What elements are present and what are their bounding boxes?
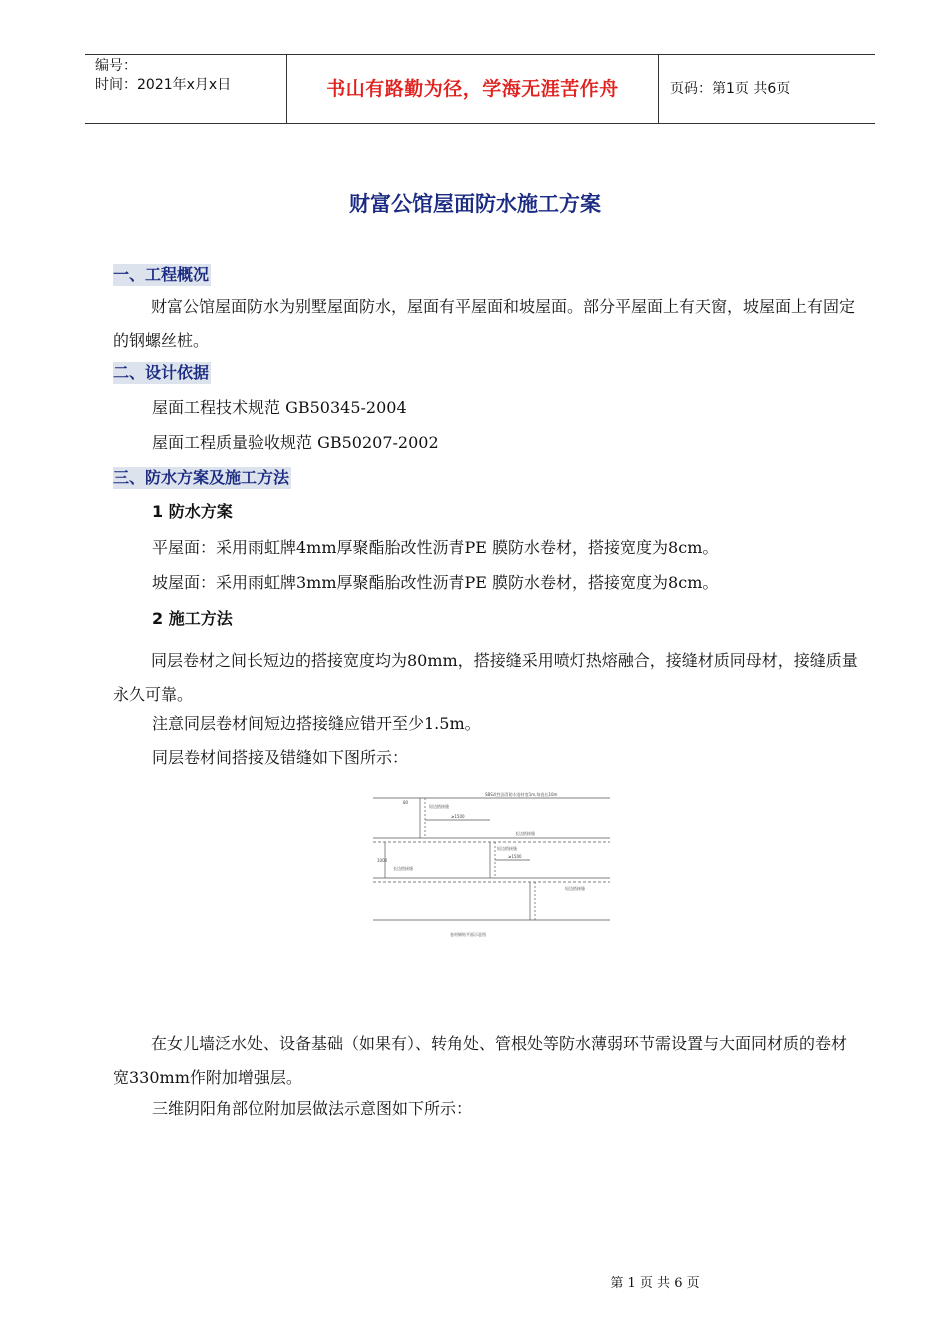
diagram-label: SBS改性沥青防水卷材宽1m,每卷长10m xyxy=(485,792,558,797)
lap-joint-diagram xyxy=(365,790,615,940)
paragraph-text: 同层卷材间搭接及错缝如下图所示： xyxy=(152,748,409,767)
diagram-label: 长边搭接缝 xyxy=(393,866,413,871)
header-page-info: 页码：第1页 共6页 xyxy=(670,81,791,97)
document-number-label: 编号： xyxy=(95,58,137,74)
page-footer: 第 1 页 共 6 页 xyxy=(610,1276,700,1291)
section-heading: 一、工程概况 xyxy=(113,265,210,284)
dimension-label: ≥1500 xyxy=(508,854,522,859)
page-header xyxy=(85,54,875,124)
header-motto: 书山有路勤为径，学海无涯苦作舟 xyxy=(326,78,619,100)
scheme-slope-roof: 坡屋面：采用雨虹牌3mm厚聚酯胎改性沥青PE 膜防水卷材，搭接宽度为8cm。 xyxy=(152,573,719,592)
diagram-caption: 卷材铺贴平面示意图 xyxy=(450,932,486,937)
paragraph xyxy=(113,290,858,358)
paragraph xyxy=(113,1027,858,1095)
subsection-heading: 2 施工方法 xyxy=(152,609,233,628)
diagram-label: 短边搭接缝 xyxy=(429,804,449,809)
document-date: 时间：2021年x月x日 xyxy=(95,77,232,93)
paragraph xyxy=(113,644,858,712)
dimension-label: 1000 xyxy=(377,858,388,863)
subsection-heading: 1 防水方案 xyxy=(152,502,233,521)
paragraph-text: 在女儿墙泛水处、设备基础（如果有）、转角处、管根处等防水薄弱环节需设置与大面同材质的卷材宽330mm作附加增强层。 xyxy=(113,1034,848,1087)
section-heading: 二、设计依据 xyxy=(113,363,210,382)
diagram-label: 短边搭接缝 xyxy=(565,886,585,891)
header-divider xyxy=(658,55,659,123)
document-title: 财富公馆屋面防水施工方案 xyxy=(349,192,601,216)
diagram-label: 短边搭接缝 xyxy=(497,846,517,851)
dimension-label: 80 xyxy=(403,800,409,805)
paragraph-text: 财富公馆屋面防水为别墅屋面防水，屋面有平屋面和坡屋面。部分平屋面上有天窗，坡屋面上有固定的钢螺丝桩。 xyxy=(113,297,856,350)
diagram-label: 长边搭接缝 xyxy=(515,831,535,836)
paragraph-text: 注意同层卷材间短边搭接缝应错开至少1.5m。 xyxy=(152,714,481,733)
reference-item: 屋面工程质量验收规范 GB50207-2002 xyxy=(152,433,439,452)
section-heading: 三、防水方案及施工方法 xyxy=(113,468,290,487)
scheme-flat-roof: 平屋面：采用雨虹牌4mm厚聚酯胎改性沥青PE 膜防水卷材，搭接宽度为8cm。 xyxy=(152,538,719,557)
reference-item: 屋面工程技术规范 GB50345-2004 xyxy=(152,398,407,417)
paragraph-text: 同层卷材之间长短边的搭接宽度均为80mm，搭接缝采用喷灯热熔融合，接缝材质同母材，接缝质量永久可靠。 xyxy=(113,651,858,704)
paragraph-text: 三维阴阳角部位附加层做法示意图如下所示： xyxy=(152,1099,473,1118)
header-meta xyxy=(95,57,231,95)
dimension-label: ≥1500 xyxy=(451,814,465,819)
